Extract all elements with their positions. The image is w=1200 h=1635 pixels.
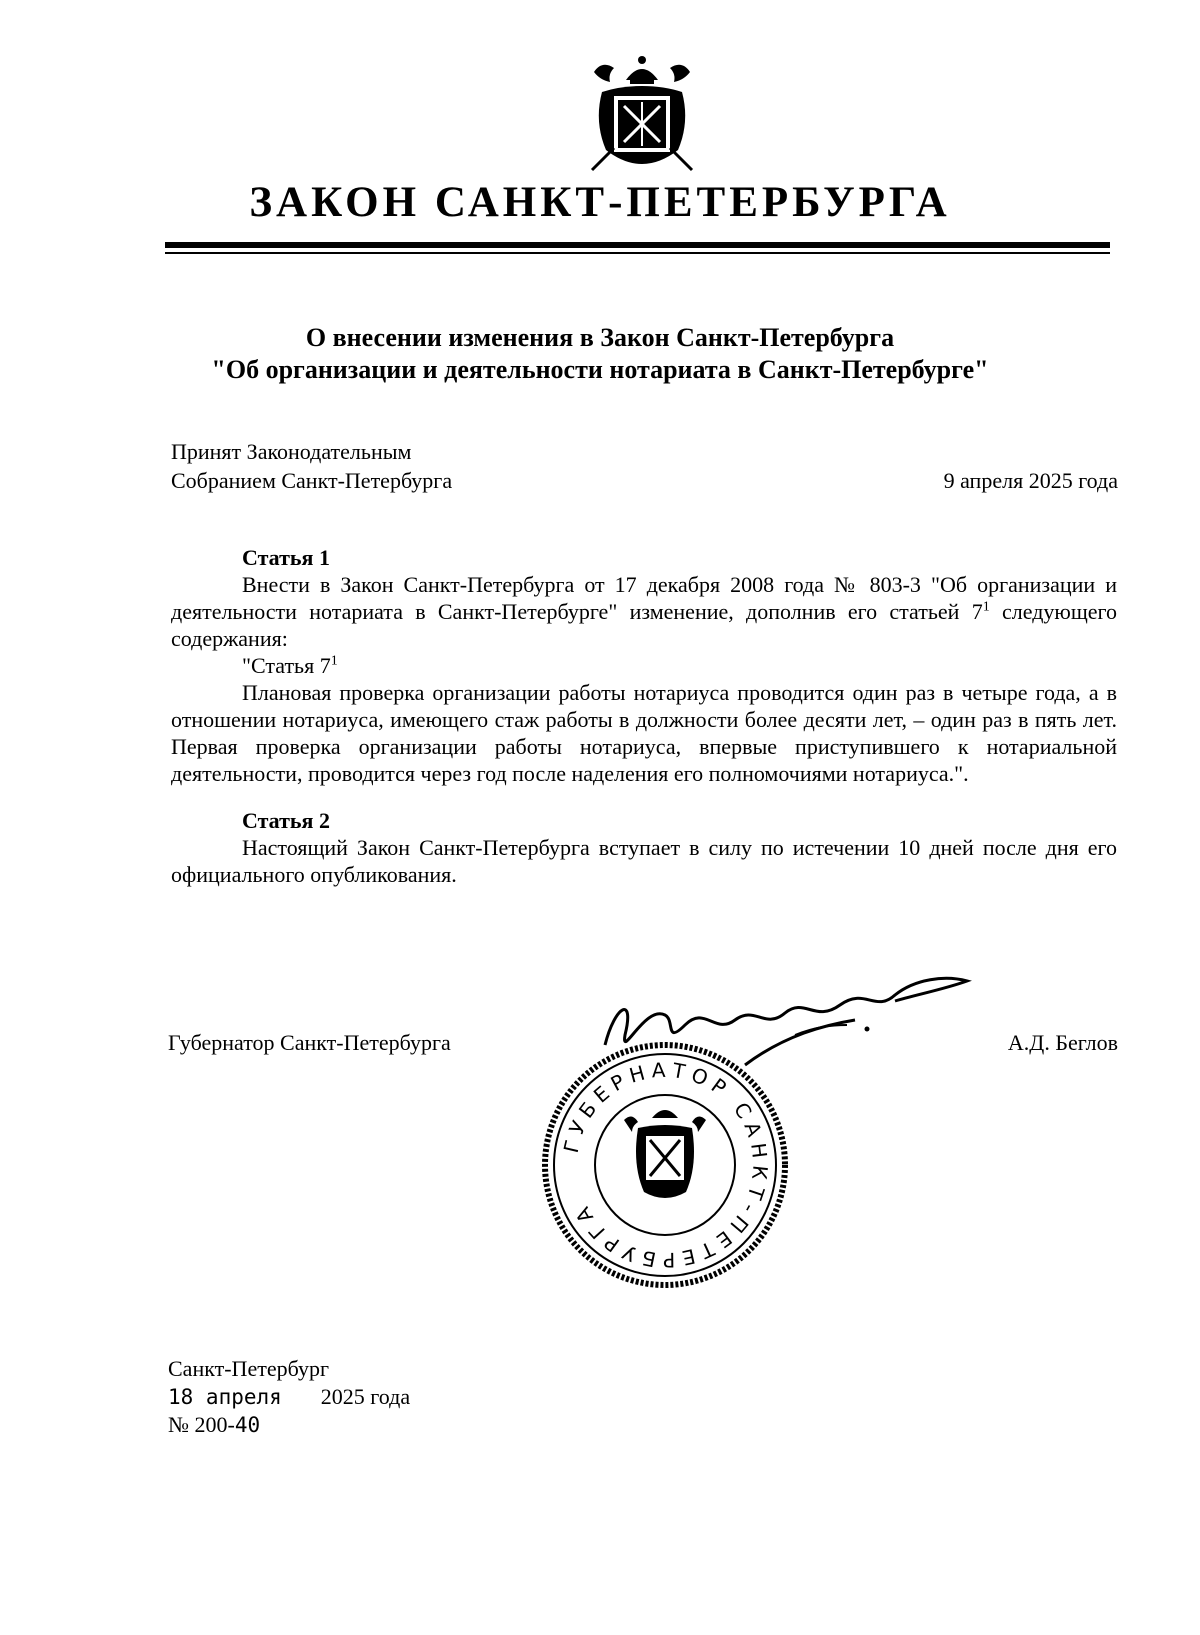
signing-place: Санкт-Петербург [168,1356,329,1381]
article2-body: Настоящий Закон Санкт-Петербурга вступает в силу по истечении 10 дней после дня его официального опубликования. [171,835,1117,887]
law-number [168,1410,260,1440]
signatory-name: А.Д. Беглов [1007,1030,1118,1055]
law-number-prefix: № 200- [168,1412,235,1437]
header-divider-thin [165,252,1110,254]
adoption-line1: Принят Законодательным [171,439,412,464]
signatory-position: Губернатор Санкт-Петербурга [168,1030,451,1055]
seal-inscription: ГУБЕРНАТОР САНКТ-ПЕТЕРБУРГА [558,1057,773,1273]
adoption-line2: Собранием Санкт-Петербурга [171,468,453,493]
article1-text: Внести в Закон Санкт-Петербурга от 17 декабря 2008 года № 803-3 "Об организации и деятельности нотариата в Санкт-Петербурге" изменение, дополнив его статьей 7 [171,572,1117,624]
quoted-article-heading-text: "Статья 7 [242,653,331,678]
article1-superscript: 1 [982,599,990,615]
adoption-date: 9 апреля 2025 года [943,468,1118,493]
signing-date-day-month: 18 апреля [168,1385,282,1409]
document-title [0,322,1200,386]
header-divider-thick [165,242,1110,248]
articles-body [171,544,1117,888]
article1-paragraph [171,571,1117,652]
article1-heading: Статья 1 [242,545,330,570]
document-title-line1: О внесении изменения в Закон Санкт-Петербурга [305,323,895,352]
article1-tail: следующего содержания: [171,599,1117,651]
law-header-title: ЗАКОН САНКТ-ПЕТЕРБУРГА [249,179,951,226]
quoted-article-superscript: 1 [330,653,338,669]
law-number-value: 40 [234,1413,261,1437]
signing-date-year: 2025 года [320,1384,411,1409]
coat-of-arms-icon [584,52,700,172]
article2-heading: Статья 2 [242,808,330,833]
quoted-article-heading [171,652,1117,679]
quoted-article-body: Плановая проверка организации работы нотариуса проводится один раз в четыре года, а в отношении нотариуса, имеющего стаж работы в должности более десяти лет, – один раз в пять лет. Первая проверка организации работы нотариуса, впервые приступившего к нотариальной деятельности, проводится через год после наделения его полномочиями нотариуса.". [171,680,1117,786]
signing-date [168,1382,410,1412]
document-title-line2: "Об организации и деятельности нотариата в Санкт-Петербурге" [211,355,989,384]
adoption-statement [171,437,452,495]
governor-seal-icon [540,1040,790,1290]
